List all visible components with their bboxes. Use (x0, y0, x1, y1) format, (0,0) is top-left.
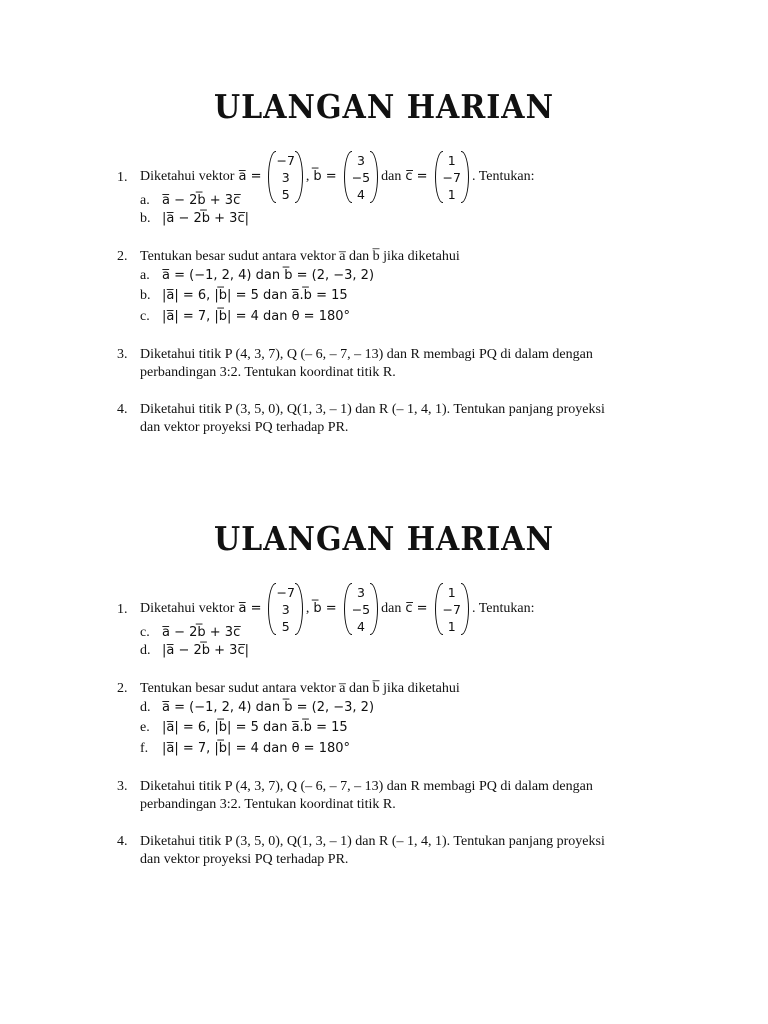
exam-sheet-1 (0, 88, 768, 488)
question-text-end: . Tentukan: (471, 601, 535, 616)
vector-b-matrix (344, 150, 378, 204)
question-number: 2. (117, 249, 128, 264)
sub-letter: c. (140, 309, 150, 324)
question-number: 2. (117, 681, 128, 696)
matrix-entry: 4 (356, 618, 365, 634)
question-text: dan vektor proyeksi PQ terhadap PR. (140, 420, 349, 435)
question-text: Diketahui titik P (4, 3, 7), Q (– 6, – 7, – 13) dan R membagi PQ di dalam dengan (140, 347, 593, 362)
matrix-entry: 1 (447, 618, 456, 634)
question-text-end: . Tentukan: (471, 169, 535, 184)
vector-a-matrix (268, 150, 302, 204)
sub-letter: c. (140, 625, 150, 640)
exam-sheet-2 (0, 520, 768, 920)
question-text: perbandingan 3:2. Tentukan koordinat titik R. (140, 365, 396, 380)
sub-letter: d. (140, 643, 151, 658)
exam-title: ULANGAN HARIAN (213, 520, 554, 559)
matrix-entry: 1 (447, 584, 456, 600)
matrix-entry: 3 (356, 584, 365, 600)
question-text: Tentukan besar sudut antara vektor a̅ dan b̅ jika diketahui (140, 681, 460, 696)
sub-letter: e. (140, 720, 150, 735)
question-number: 1. (117, 602, 128, 617)
question-text: Diketahui titik P (3, 5, 0), Q(1, 3, – 1) dan R (– 1, 4, 1). Tentukan panjang proyeksi (140, 834, 605, 849)
sub-letter: a. (140, 193, 150, 208)
sub-letter: f. (140, 741, 149, 756)
question-text: dan vektor proyeksi PQ terhadap PR. (140, 852, 349, 867)
matrix-entry: 5 (281, 186, 290, 202)
question-text: Diketahui vektor (140, 169, 235, 184)
sub-expression: a̅ − 2b̅ + 3c̅ (162, 193, 241, 208)
question-text: perbandingan 3:2. Tentukan koordinat titik R. (140, 797, 396, 812)
sub-letter: d. (140, 700, 151, 715)
vector-b-matrix (344, 582, 378, 636)
vector-b-label: b̅ = (313, 169, 337, 184)
sub-expression: |a̅| = 7, |b̅| = 4 dan θ = 180° (162, 741, 351, 756)
separator: , (305, 169, 310, 184)
question-number: 4. (117, 834, 128, 849)
separator: , (305, 601, 310, 616)
matrix-entry: −7 (442, 601, 461, 617)
vector-a-label: a̅ = (238, 601, 262, 616)
vector-c-matrix (435, 150, 469, 204)
sub-letter: b. (140, 288, 151, 303)
sub-expression: |a̅ − 2b̅ + 3c̅| (162, 211, 249, 226)
sub-expression: |a̅| = 6, |b̅| = 5 dan a̅.b̅ = 15 (162, 288, 348, 303)
question-number: 1. (117, 170, 128, 185)
question-number: 3. (117, 779, 128, 794)
matrix-entry: 4 (356, 186, 365, 202)
question-text: Diketahui titik P (4, 3, 7), Q (– 6, – 7, – 13) dan R membagi PQ di dalam dengan (140, 779, 593, 794)
vector-b-label: b̅ = (313, 601, 337, 616)
matrix-entry: 3 (356, 152, 365, 168)
sub-expression: a̅ − 2b̅ + 3c̅ (162, 625, 241, 640)
conjunction: dan (381, 169, 402, 184)
matrix-entry: −7 (442, 169, 461, 185)
matrix-entry: 1 (447, 152, 456, 168)
sub-letter: a. (140, 268, 150, 283)
exam-title: ULANGAN HARIAN (213, 88, 554, 127)
sub-expression: a̅ = (−1, 2, 4) dan b̅ = (2, −3, 2) (162, 268, 375, 283)
matrix-entry: 5 (281, 618, 290, 634)
vector-c-matrix (435, 582, 469, 636)
sub-expression: |a̅| = 6, |b̅| = 5 dan a̅.b̅ = 15 (162, 720, 348, 735)
sub-expression: |a̅ − 2b̅ + 3c̅| (162, 643, 249, 658)
matrix-entry: 3 (281, 601, 290, 617)
question-number: 3. (117, 347, 128, 362)
matrix-entry: −7 (276, 152, 295, 168)
sub-expression: |a̅| = 7, |b̅| = 4 dan θ = 180° (162, 309, 351, 324)
vector-a-matrix (268, 582, 302, 636)
question-text: Tentukan besar sudut antara vektor a̅ dan b̅ jika diketahui (140, 249, 460, 264)
question-text: Diketahui titik P (3, 5, 0), Q(1, 3, – 1) dan R (– 1, 4, 1). Tentukan panjang proyeksi (140, 402, 605, 417)
matrix-entry: −7 (276, 584, 295, 600)
matrix-entry: −5 (351, 601, 371, 617)
matrix-entry: 1 (447, 186, 456, 202)
conjunction: dan (381, 601, 402, 616)
sub-expression: a̅ = (−1, 2, 4) dan b̅ = (2, −3, 2) (162, 700, 375, 715)
matrix-entry: 3 (281, 169, 290, 185)
sub-letter: b. (140, 211, 151, 226)
question-number: 4. (117, 402, 128, 417)
matrix-entry: −5 (351, 169, 371, 185)
question-text: Diketahui vektor (140, 601, 235, 616)
vector-c-label: c̅ = (405, 601, 428, 616)
vector-a-label: a̅ = (238, 169, 262, 184)
vector-c-label: c̅ = (405, 169, 428, 184)
